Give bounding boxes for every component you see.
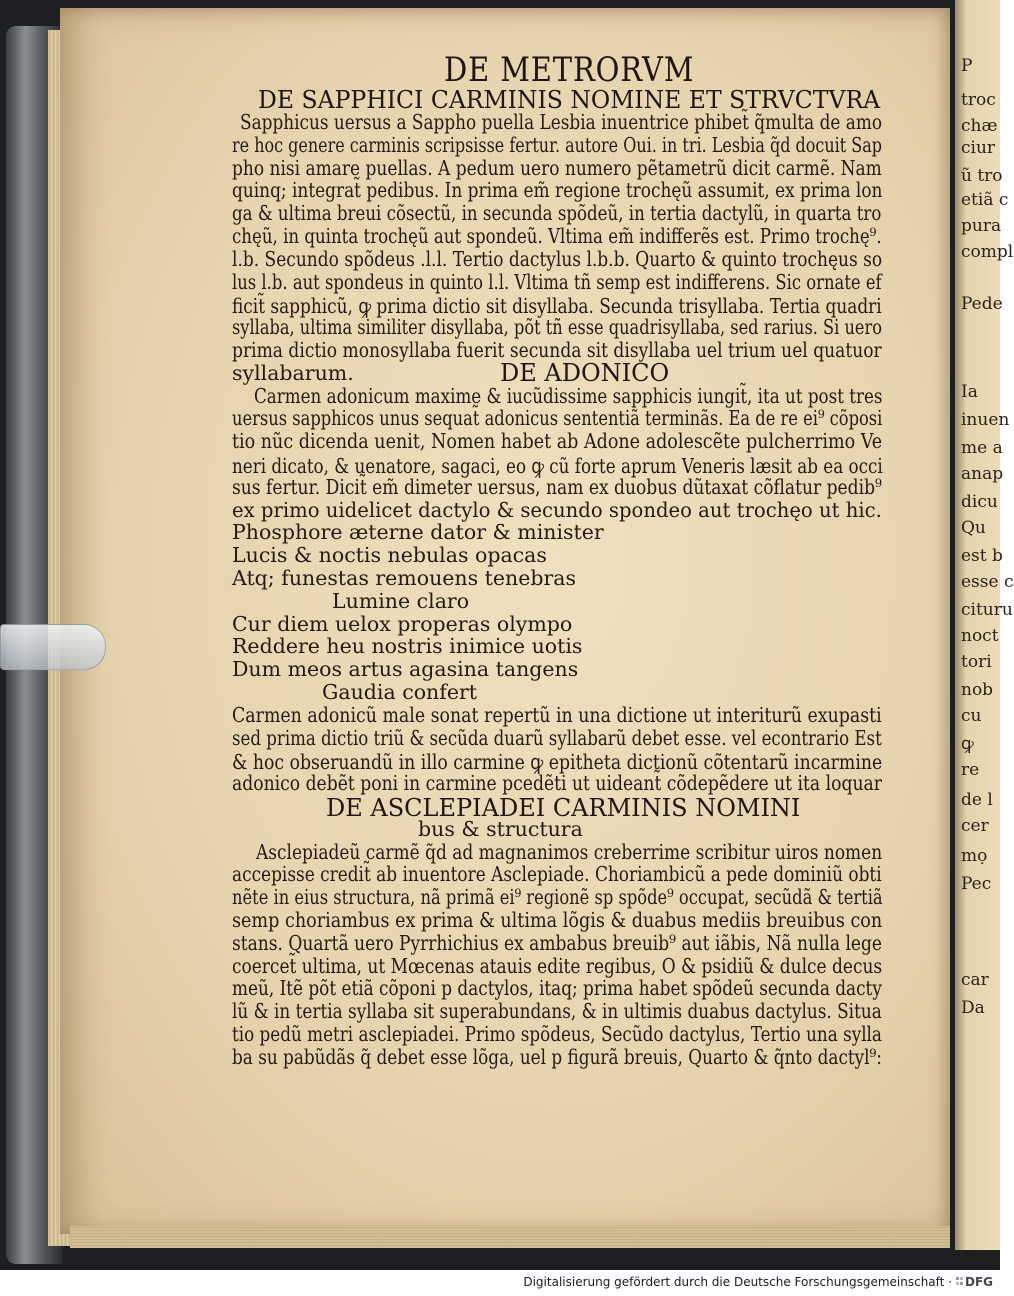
funding-notice: Digitalisierung gefördert durch die Deutsche Forschungsgemeinschaft · [523,1275,952,1289]
facing-page-fragment: cu [961,706,982,726]
verse-line: Dum meos artus agasina tangens [232,657,579,682]
page-holder-clip [0,624,106,670]
facing-page-fragment: anap [961,464,1004,484]
facing-page-fragment: inuen [961,410,1010,430]
facing-page-fragment: troc [961,90,996,110]
facing-page-fragment: esse c [961,572,1014,592]
text-line: meũ, Itẽ põt etiã cõponi p dactylos, itaq; prima habet spõdeũ secunda dacty [232,976,882,1001]
facing-page-fragment: tori [961,652,992,672]
facing-page-fragment: Qu [961,518,986,538]
footer-bar [0,1270,1000,1296]
text-line: ba su pabũdãs q̃ debet esse lõga, uel p figurã breuis, Quarto & q̃nto dactyl⁹: [232,1044,882,1069]
verse-line: Cur diem uelox properas olympo [232,611,573,636]
text-line: semp choriambus ex prima & ultima lõgis & duabus mediis breuibus con [232,908,883,932]
facing-page-fragment: mọ [961,846,988,866]
text-line: re hoc genere carminis scripsisse fertur. autore Oui. in tri. Lesbia q̃d docuit Sap [232,132,883,157]
text-line: pho nisi amare puellas. A pedum uero numero pẽtametrũ dicit carmẽ. Nam [232,155,882,180]
facing-page-fragment: pura [961,216,1002,236]
facing-page-fragment: ꝙ [961,734,974,754]
text-line: adonico debẽt poni in carmine pcedẽti ut uideant̃ cõdepẽdere ut ita loquar [232,771,882,796]
text-line: uersus sapphicos unus sequat̃ adonicus sententiã terminãs. Ea de re ei⁹ cõposi [232,406,883,431]
facing-page-fragment: P [961,56,973,76]
verse-line: Reddere heu nostris inimice uotis [232,634,583,659]
text-line: nẽte in eius structura, nã primã ei⁹ regionẽ sp spõde⁹ occupat, secũdã & tertiã [232,885,883,910]
verse-line: Lumine claro [332,588,470,613]
facing-page-fragment: noct [961,626,999,646]
facing-page-fragment: re [961,760,980,780]
verse-line: Gaudia confert [322,680,478,704]
text-line: lus l.b. aut spondeus in quinto l.l. Vltima tñ semp est indifferens. Sic ornate ef [232,269,882,294]
facing-page-fragment: me a [961,438,1003,458]
facing-page-fragment: Da [961,998,985,1018]
facing-page-fragment: cituru [961,600,1013,620]
verse-line: Phosphore æterne dator & minister [232,520,604,545]
text-line: & hoc obseruandũ in illo carmine ꝙ epitheta dictionũ cõtentarũ incarmine [232,750,883,775]
facing-page-fragment: cer [961,816,989,836]
text-line: ficit̃ sapphicũ, ꝙ prima dictio sit disyllaba. Secunda trisyllaba. Tertia quadri [232,294,882,319]
text-line: syllaba, ultima similiter disyllaba, põt tñ esse quadrisyllaba, sed rarius. Si uero [232,315,882,340]
facing-page-fragment: nob [961,680,994,700]
text-line: tio pedũ metri asclepiadei. Primo spõdeus, Secũdo dactylus, Tertio una sylla [232,1022,882,1046]
facing-page-fragment: est b [961,546,1003,566]
verse-line: Atq; funestas remouens tenebras [232,566,577,590]
section-heading-continuation: bus & structura [418,816,583,841]
facing-page-fragment: de l [961,790,993,810]
text-line: coercet̃ ultima, ut Mœcenas atauis edite regibus, O & psidiũ & dulce decus [232,953,883,978]
page-title: DE METRORVM [444,50,695,90]
text-line: prima dictio monosyllaba fuerit secunda sit disyllaba uel trium uel quatuor [232,338,882,362]
facing-page-fragment: Pec [961,874,992,894]
facing-page-fragment: dicu [961,492,998,512]
text-line: syllabarum. [232,360,354,385]
text-line: lũ & in tertia syllaba sit superabundans, & in ultimis duabus dactylus. Situa [232,999,882,1024]
facing-page-fragment: ũ tro [961,166,1003,186]
text-line: accepisse credit̃ ab inuentore Asclepiade. Choriambicũ a pede dominiũ obti [232,862,882,887]
page-edges-bottom [70,1226,950,1248]
facing-page-fragment: Ia [961,382,978,402]
text-line: sus fertur. Dicit̃ em̃ dimeter uersus, nam ex duobus dũtaxat cõflatur pedib⁹ [232,474,882,499]
facing-page-fragment: Pede [961,294,1003,314]
text-line: ex primo uidelicet dactylo & secundo spondeo aut trochęo ut hic. [232,497,882,522]
text-line: chęũ, in quinta trochęũ aut spondeũ. Vltima em̃ indifferẽs est. Primo trochę⁹. [232,224,882,248]
facing-page-fragment: ciur [961,138,996,158]
text-line: Asclepiadeũ carmẽ q̃d ad magnanimos creberrime scribitur uiros nomen [256,839,883,864]
facing-page-edge [955,0,1014,1250]
text-line: quinq; integrat̃ pedibus. In prima em̃ regione trochęũ assumit, ex prima lon [232,178,883,203]
facing-page-fragment: chæ [961,116,998,136]
text-line: neri dicato, & uenatore, sagaci, eo ꝙ cũ forte aprum Veneris læsit ab ea occi [232,454,883,478]
text-line: ga & ultima breui cõsectũ, in secunda spõdeũ, in tertia dactylũ, in quarta tro [232,201,882,226]
text-line: l.b. Secundo spõdeus .l.l. Tertio dactylus l.b.b. Quarto & quinto trochęus so [232,246,883,271]
facing-page-fragment: etiã c [961,190,1009,210]
section-heading-asclepiad: DE ASCLEPIADEI CARMINIS NOMINI [326,794,801,822]
dfg-logo-text: DFG [965,1275,994,1289]
text-line: Sapphicus uersus a Sappho puella Lesbia inuentrice phibet̃ q̃multa de amo [240,110,883,134]
text-line: sed prima dictio triũ & secũda duarũ syllabarũ debet esse. vel econtrario Est [232,725,882,750]
verse-line: Lucis & noctis nebulas opacas [232,543,547,568]
text-line: Carmen adonicũ male sonat repertũ in una dictione ut interiturũ exupasti [232,702,882,727]
text-line: Carmen adonicum maxime & iucũdissime sapphicis iungit̃, ita ut post tres [254,383,883,408]
section-heading-sapphic: DE SAPPHICI CARMINIS NOMINE ET STRVCTVRA [258,86,881,114]
section-heading-adonic: DE ADONICO [500,358,670,387]
facing-page-fragment: compl [961,242,1014,262]
facing-page-fragment: car [961,970,989,990]
text-line: tio nũc dicenda uenit, Nomen habet ab Adone adolescẽte pulcherrimo Ve [232,429,883,454]
text-line: stans. Quartã uero Pyrrhichius ex ambabus breuib⁹ aut iãbis, Nã nulla lege [232,930,883,955]
